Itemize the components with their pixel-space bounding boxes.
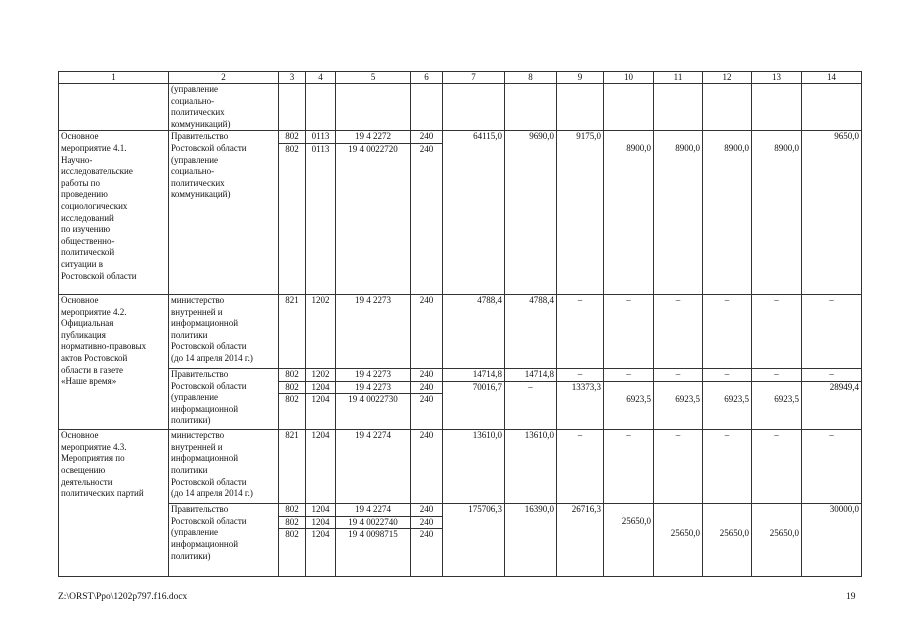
header-cell: 12 [703, 72, 752, 84]
amount-cell: 6923,5 [604, 381, 654, 430]
amount-cell: 8900,0 [654, 131, 703, 295]
amount-cell: 30000,0 [802, 504, 862, 577]
cell: 821 [279, 295, 306, 369]
cell: 821 [279, 430, 306, 504]
cell-empty [802, 84, 862, 131]
amount-cell: 13373,3 [557, 381, 604, 430]
cell: 240 [411, 504, 443, 517]
cell-empty [752, 84, 802, 131]
amount-cell: 6923,5 [654, 381, 703, 430]
continuation-executor: (управление социально- политических коммуникаций) [169, 84, 279, 131]
cell: 1204 [306, 381, 336, 394]
cell-empty [306, 84, 336, 131]
amount-cell: 8900,0 [703, 131, 752, 295]
amount-cell: – [703, 430, 752, 504]
amount-cell: 16390,0 [505, 504, 557, 577]
amount-cell: – [802, 295, 862, 369]
header-cell: 11 [654, 72, 703, 84]
amount-cell: 28949,4 [802, 381, 862, 430]
cell: 19 4 0098715 [336, 529, 411, 577]
amount-cell: 14714,8 [443, 369, 505, 382]
amount-cell: 9690,0 [505, 131, 557, 295]
cell: 802 [279, 131, 306, 144]
cell: 1204 [306, 430, 336, 504]
amount-cell: – [505, 381, 557, 430]
cell: 1204 [306, 516, 336, 529]
table-row [59, 295, 862, 369]
cell: 0113 [306, 131, 336, 144]
cell: 19 4 0022740 [336, 516, 411, 529]
budget-table [58, 71, 862, 577]
executor: министерство внутренней и информационной политики Ростовской области (до 14 апреля 2014 г.) [169, 295, 279, 369]
cell-empty [654, 84, 703, 131]
cell: 19 4 0022720 [336, 143, 411, 155]
cell: 240 [411, 430, 443, 504]
cell: 802 [279, 529, 306, 577]
cell: 19 4 2272 [336, 131, 411, 144]
amount-cell: 26716,3 [557, 504, 604, 577]
cell: 240 [411, 381, 443, 394]
cell-empty [703, 84, 752, 131]
table-row [59, 430, 862, 504]
amount-cell: – [557, 295, 604, 369]
amount-cell: 25650,0 [604, 504, 654, 577]
cell: 19 4 2273 [336, 295, 411, 369]
amount-cell: 25650,0 [703, 504, 752, 577]
cell-empty [604, 84, 654, 131]
cell: 19 4 2273 [336, 369, 411, 382]
header-cell: 9 [557, 72, 604, 84]
cell: 1204 [306, 529, 336, 577]
header-cell: 6 [411, 72, 443, 84]
cell-empty [59, 84, 169, 131]
header-cell: 10 [604, 72, 654, 84]
amount-cell: – [752, 295, 802, 369]
cell: 802 [279, 143, 306, 155]
amount-cell: – [654, 369, 703, 382]
cell-empty [557, 84, 604, 131]
cell: 802 [279, 369, 306, 382]
amount-cell: 175706,3 [443, 504, 505, 577]
amount-cell: – [752, 430, 802, 504]
cell: 19 4 0022730 [336, 394, 411, 430]
cell: 240 [411, 143, 443, 155]
cell: 802 [279, 516, 306, 529]
amount-cell: – [802, 369, 862, 382]
cell: 802 [279, 504, 306, 517]
activity-name: Основное мероприятие 4.1. Научно- исследовательские работы по проведению социологических исследований по изучению общественно- политической ситуации в Ростовской области [59, 131, 169, 295]
amount-cell: 25650,0 [654, 504, 703, 577]
amount-cell: – [604, 369, 654, 382]
executor: Правительство Ростовской области (управление информационной политики) [169, 504, 279, 577]
amount-cell: 25650,0 [752, 504, 802, 577]
amount-cell: 4788,4 [505, 295, 557, 369]
cell-empty [505, 84, 557, 131]
cell: 19 4 2273 [336, 381, 411, 394]
amount-cell: 14714,8 [505, 369, 557, 382]
amount-cell: – [557, 430, 604, 504]
header-cell: 4 [306, 72, 336, 84]
table-row [59, 131, 862, 144]
amount-cell: 9650,0 [802, 131, 862, 295]
executor: Правительство Ростовской области (управление социально- политических коммуникаций) [169, 131, 279, 295]
amount-cell: 70016,7 [443, 381, 505, 430]
executor: министерство внутренней и информационной политики Ростовской области (до 14 апреля 2014 г.) [169, 430, 279, 504]
header-cell: 13 [752, 72, 802, 84]
cell-empty [279, 156, 306, 295]
amount-cell: 6923,5 [703, 381, 752, 430]
cell: 240 [411, 516, 443, 529]
header-cell: 5 [336, 72, 411, 84]
header-cell: 3 [279, 72, 306, 84]
activity-name: Основное мероприятие 4.3. Мероприятия по освещению деятельности политических партий [59, 430, 169, 577]
amount-cell: – [752, 369, 802, 382]
amount-cell: 13610,0 [505, 430, 557, 504]
amount-cell: – [557, 369, 604, 382]
header-cell: 2 [169, 72, 279, 84]
cell: 19 4 2274 [336, 430, 411, 504]
footer-file-path: Z:\ORST\Ppo\1202p797.f16.docx [58, 592, 188, 602]
amount-cell: 13610,0 [443, 430, 505, 504]
cell-empty [279, 84, 306, 131]
amount-cell: – [654, 295, 703, 369]
amount-cell: 8900,0 [604, 131, 654, 295]
cell: 240 [411, 394, 443, 430]
cell-empty [336, 84, 411, 131]
header-cell: 1 [59, 72, 169, 84]
cell: 802 [279, 394, 306, 430]
cell-empty [443, 84, 505, 131]
amount-cell: – [802, 430, 862, 504]
cell-empty [336, 156, 411, 295]
amount-cell: 9175,0 [557, 131, 604, 295]
amount-cell: – [604, 430, 654, 504]
cell-empty [306, 156, 336, 295]
cell: 1204 [306, 504, 336, 517]
cell-empty [411, 156, 443, 295]
cell: 1202 [306, 369, 336, 382]
table-row [59, 84, 862, 131]
amount-cell: – [703, 295, 752, 369]
executor: Правительство Ростовской области (управление информационной политики) [169, 369, 279, 430]
activity-name: Основное мероприятие 4.2. Официальная публикация нормативно-правовых актов Ростовской области в газете «Наше время» [59, 295, 169, 430]
amount-cell: – [654, 430, 703, 504]
cell: 1202 [306, 295, 336, 369]
amount-cell: – [604, 295, 654, 369]
cell: 240 [411, 529, 443, 577]
amount-cell: 64115,0 [443, 131, 505, 295]
table-row [59, 369, 862, 382]
cell: 19 4 2274 [336, 504, 411, 517]
footer-page-number: 19 [846, 592, 856, 602]
table-row [59, 504, 862, 517]
header-cell: 14 [802, 72, 862, 84]
cell-empty [411, 84, 443, 131]
amount-cell: 4788,4 [443, 295, 505, 369]
table-header-row [59, 72, 862, 84]
header-cell: 8 [505, 72, 557, 84]
cell: 240 [411, 295, 443, 369]
cell: 0113 [306, 143, 336, 155]
cell: 1204 [306, 394, 336, 430]
amount-cell: 8900,0 [752, 131, 802, 295]
amount-cell: 6923,5 [752, 381, 802, 430]
header-cell: 7 [443, 72, 505, 84]
cell: 802 [279, 381, 306, 394]
amount-cell: – [703, 369, 752, 382]
cell: 240 [411, 131, 443, 144]
cell: 240 [411, 369, 443, 382]
